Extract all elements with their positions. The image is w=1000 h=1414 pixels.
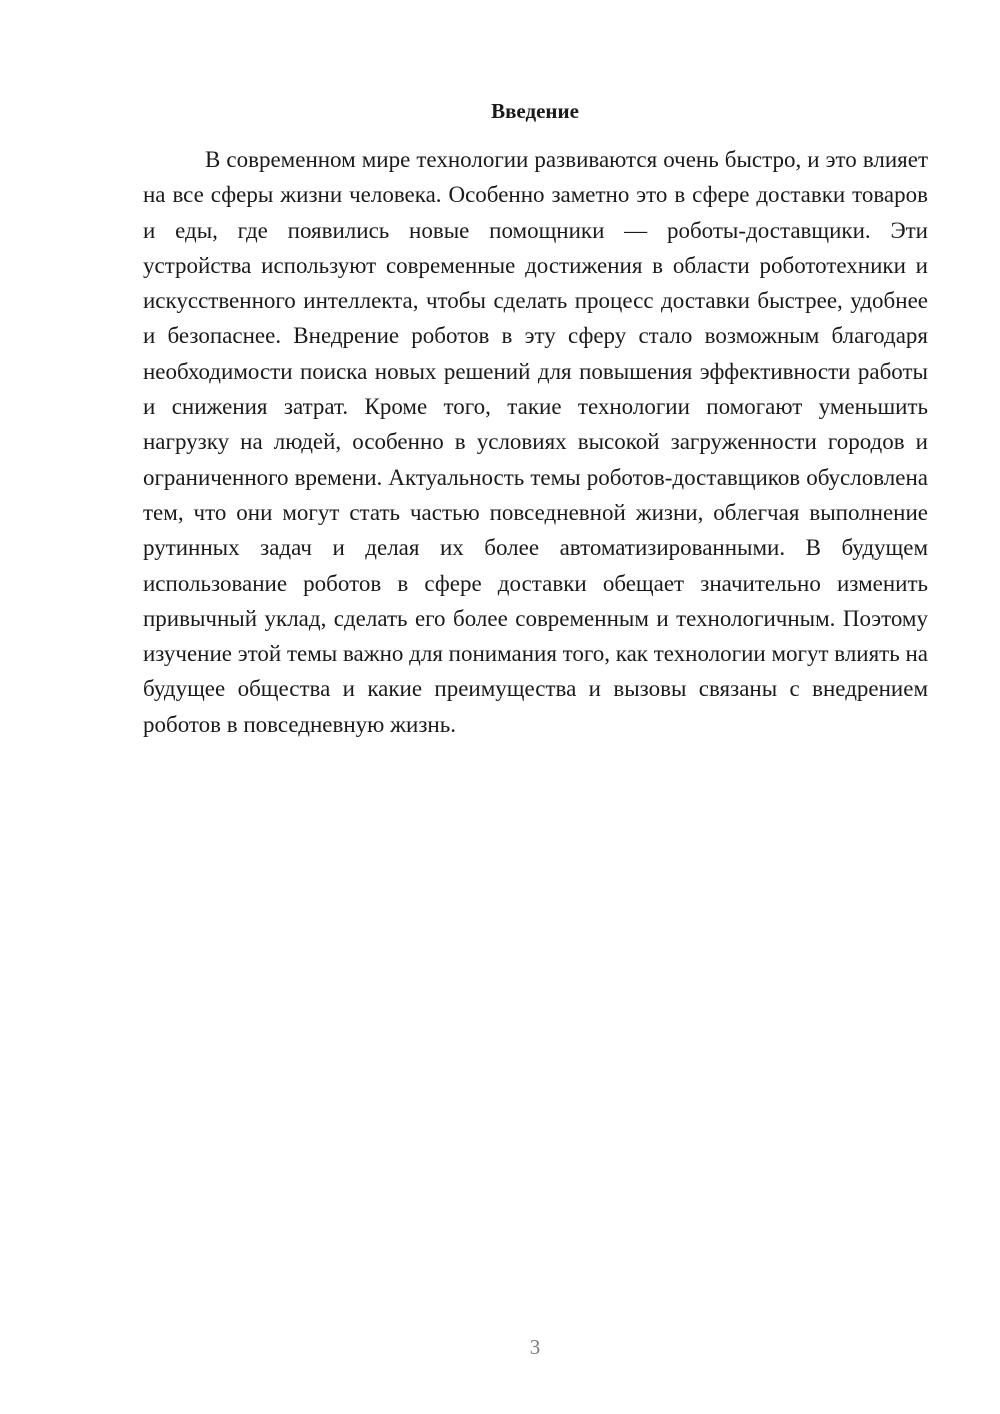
introduction-paragraph: В современном мире технологии развиваются очень быстро, и это влияет на все сферы жизни человека. Особенно заметно это в сфере доставки товаров и еды, где появились новые помощники — роботы-доставщики. Эти устройства используют современные достижения в области робототехники и искусственного интеллекта, чтобы сделать процесс доставки быстрее, удобнее и безопаснее. Внедрение роботов в эту сферу стало возможным благодаря необходимости поиска новых решений для повышения эффективности работы и снижения затрат. Кроме того, такие технологии помогают уменьшить нагрузку на людей, особенно в условиях высокой загруженности городов и ограниченного времени. Актуальность темы роботов-доставщиков обусловлена тем, что они могут стать частью повседневной жизни, облегчая выполнение рутинных задач и делая их более автоматизированными. В будущем использование роботов в сфере доставки обещает значительно изменить привычный уклад, сделать его более современным и технологичным. Поэтому изучение этой темы важно для понимания того, как технологии могут влиять на будущее общества и какие преимущества и вызовы связаны с внедрением роботов в повседневную жизнь. [143,147,928,737]
section-heading: Введение [491,99,579,123]
page-number: 3 [529,1335,541,1359]
